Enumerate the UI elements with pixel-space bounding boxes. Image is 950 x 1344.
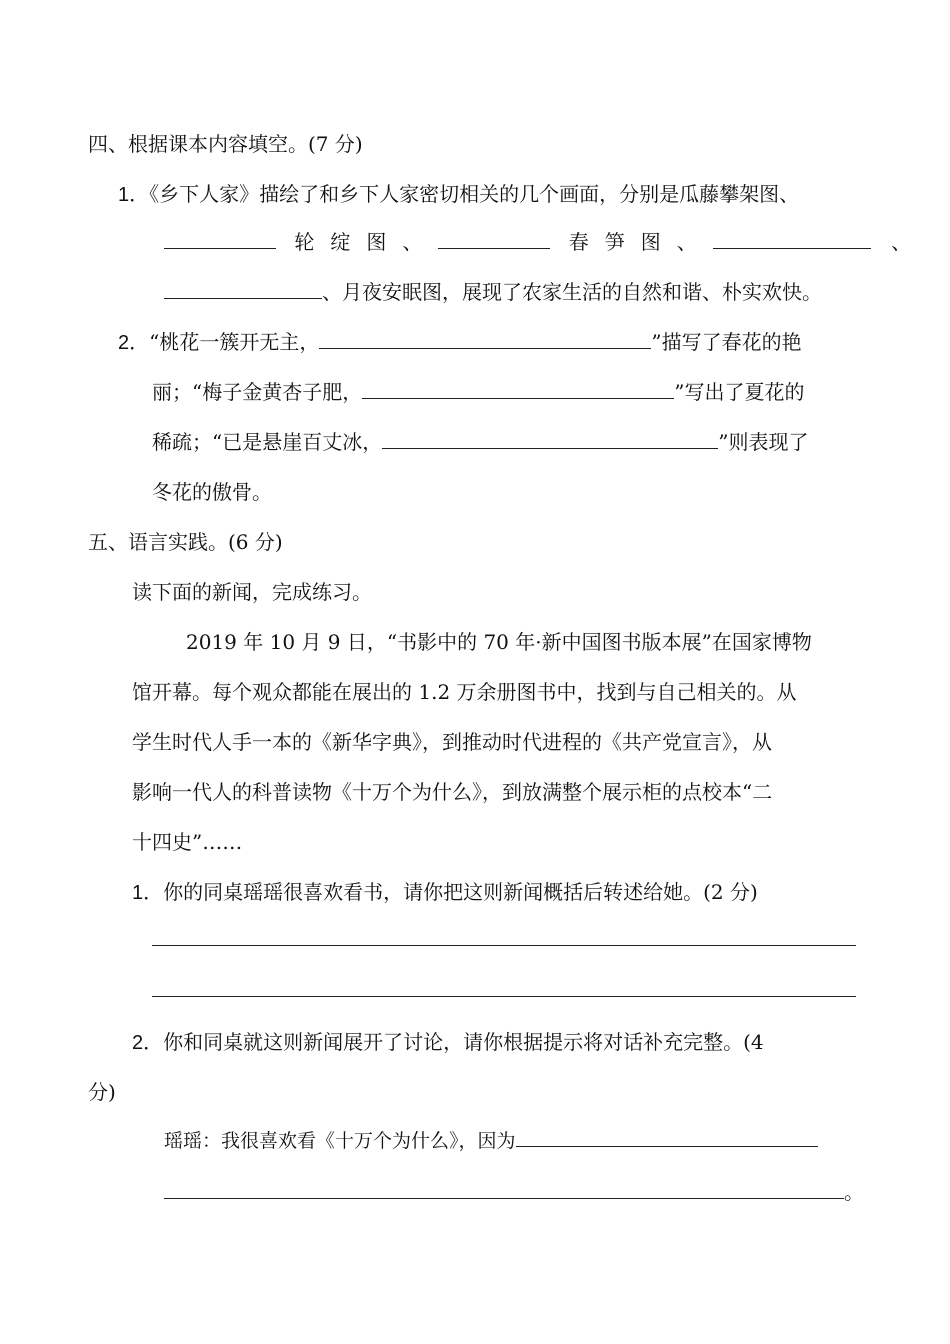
- dialog-blank-2[interactable]: [164, 1178, 844, 1199]
- news-line-5: 十四史”……: [132, 830, 243, 854]
- answer-line-2[interactable]: [152, 996, 856, 997]
- q2-text-c: 稀疏；“已是悬崖百丈冰，: [152, 430, 383, 454]
- question-number: 1．: [132, 882, 164, 904]
- section4-q2-line1: [118, 326, 802, 355]
- q1-text-end: 、月夜安眠图，展现了农家生活的自然和谐、朴实欢快。: [322, 280, 822, 304]
- q2-text-b: 丽；“梅子金黄杏子肥，: [152, 380, 363, 404]
- q2-prompt: 你和同桌就这则新闻展开了讨论，请你根据提示将对话补充完整。(4: [163, 1030, 764, 1054]
- section5-q1: [132, 876, 758, 905]
- section4-q1-line2: [164, 226, 911, 255]
- question-number: 2．: [118, 332, 150, 354]
- fill-blank-1[interactable]: [164, 228, 276, 249]
- dialog-text: 瑶瑶：我很喜欢看《十万个为什么》，因为: [164, 1130, 516, 1152]
- section4-q2-line4: 冬花的傲骨。: [152, 480, 272, 504]
- q2-text-a: “桃花一簇开无主，: [149, 330, 320, 354]
- question-number: 2．: [132, 1032, 164, 1054]
- fill-blank-6[interactable]: [362, 378, 674, 399]
- blank-suffix-2: 春笋图、: [568, 230, 713, 254]
- fill-blank-7[interactable]: [382, 428, 718, 449]
- answer-line-1[interactable]: [152, 945, 856, 946]
- dialog-blank-1[interactable]: [516, 1127, 818, 1147]
- news-line-3: 学生时代人手一本的《新华字典》，到推动时代进程的《共产党宣言》，从: [132, 730, 772, 754]
- q2-text-c-end: ”则表现了: [718, 430, 809, 454]
- q2-text-b-end: ”写出了夏花的: [674, 380, 805, 404]
- section4-q1-line3: [164, 276, 822, 305]
- fill-blank-3[interactable]: [713, 228, 871, 249]
- news-line-4: 影响一代人的科普读物《十万个为什么》，到放满整个展示柜的点校本“二: [132, 780, 773, 804]
- section4-q2-line3: [152, 426, 808, 455]
- section5-q2: [132, 1026, 764, 1055]
- fill-blank-2[interactable]: [438, 228, 550, 249]
- news-line-1: 2019 年 10 月 9 日，“书影中的 70 年·新中国图书版本展”在国家博物: [186, 630, 812, 654]
- section5-q2-cont: 分): [88, 1080, 116, 1104]
- section4-q2-line2: [152, 376, 804, 405]
- fill-blank-5[interactable]: [319, 328, 651, 349]
- section4-title: 四、根据课本内容填空。(7 分): [88, 132, 363, 156]
- section5-title: 五、语言实践。(6 分): [88, 530, 283, 554]
- dialog-line: [164, 1126, 818, 1153]
- dialog-line-2: [164, 1176, 864, 1205]
- q1-text: 《乡下人家》描绘了和乡下人家密切相关的几个画面，分别是瓜藤攀架图、: [149, 182, 800, 206]
- q2-text-a-end: ”描写了春花的艳: [651, 330, 802, 354]
- blank-suffix-1: 轮绽图、: [294, 230, 439, 254]
- q1-prompt: 你的同桌瑶瑶很喜欢看书，请你把这则新闻概括后转述给她。(2 分): [163, 880, 758, 904]
- dialog-end: 。: [844, 1180, 864, 1204]
- news-line-2: 馆开幕。每个观众都能在展出的 1.2 万余册图书中，找到与自己相关的。从: [132, 680, 797, 704]
- question-number: 1．: [118, 184, 150, 206]
- section5-intro: 读下面的新闻，完成练习。: [132, 580, 372, 604]
- blank-suffix-3: 、: [891, 230, 912, 254]
- section4-q1-line1: [118, 178, 799, 207]
- fill-blank-4[interactable]: [164, 278, 322, 299]
